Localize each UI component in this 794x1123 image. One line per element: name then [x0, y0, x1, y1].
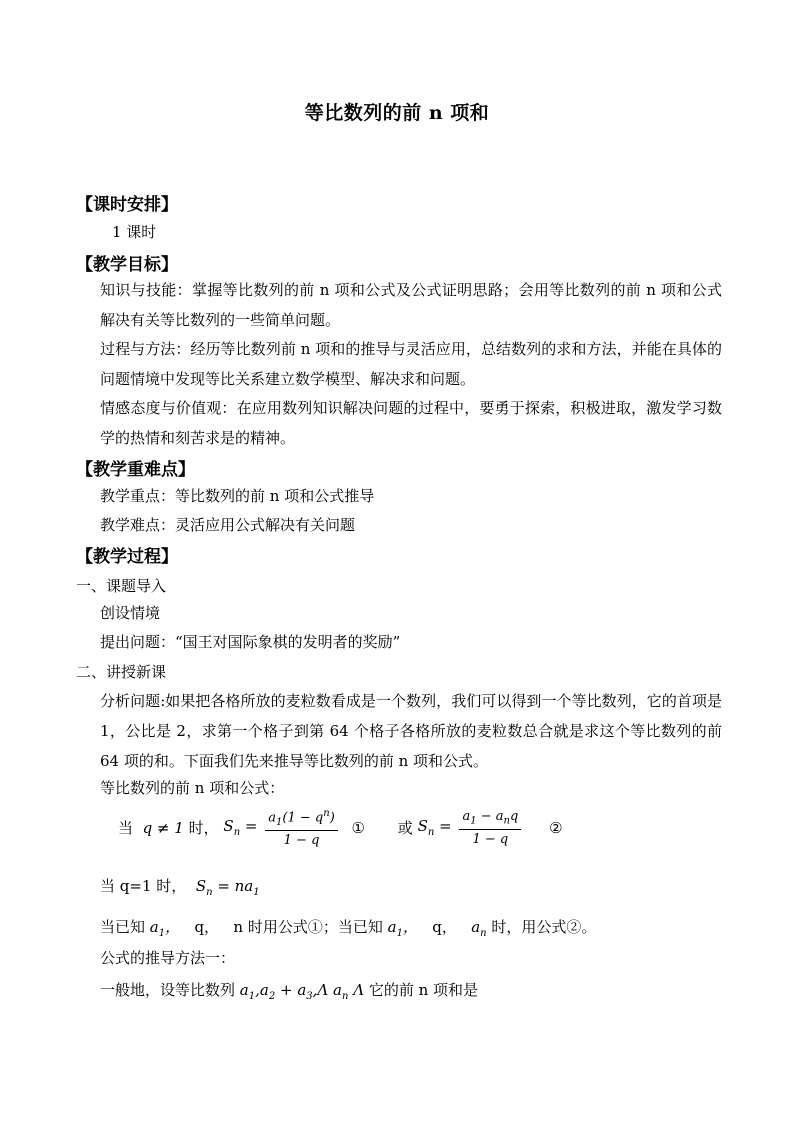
var-an: $a_n$ — [471, 918, 487, 939]
derive-text: 一般地，设等比数列 — [100, 981, 236, 999]
q-equals-one-label: 当 q=1 时， — [100, 877, 187, 895]
var-a1-2: $a_1$， — [387, 918, 418, 939]
usage-line — [100, 917, 596, 944]
part2-title: 二、讲授新课 — [76, 663, 167, 681]
case-label: 当 — [118, 819, 134, 838]
analysis-paragraph: 分析问题:如果把各格所放的麦粒数看成是一个数列，我们可以得到一个等比数列，它的首项是 1，公比是 2，求第一个格子到第 64 个格子各格所放的麦粒数总合就是求这个等比数列的前 64 项的和。下面我们先来推导等比数列的前 n 项和公式。 — [100, 692, 722, 770]
usage-q: q， — [194, 918, 220, 936]
q-not-one: q ≠ 1 — [137, 818, 184, 837]
usage-q-2: q， — [432, 918, 457, 936]
or-label: 或 — [397, 819, 413, 838]
sn-symbol: $S_n$ = — [223, 817, 258, 839]
part1-line1: 创设情境 — [100, 604, 161, 622]
circle-two: ② — [549, 818, 563, 837]
goal-attitude: 情感态度与价值观：在应用数列知识解决问题的过程中，要勇于探索，积极进取，激发学习数学的热情和刻苦求是的精神。 — [100, 399, 722, 447]
derive-line — [100, 980, 478, 1007]
formula-intro: 等比数列的前 n 项和公式： — [100, 779, 285, 797]
sum-formula-row — [118, 808, 563, 848]
derive-tail: 它的前 n 项和是 — [368, 981, 479, 999]
circle-one: ① — [351, 818, 365, 837]
usage-a: 当已知 — [100, 918, 146, 936]
case-tail: 时， — [188, 819, 219, 838]
usage-c: 时，用公式②。 — [491, 918, 597, 936]
goal-process: 过程与方法：经历等比数列前 n 项和的推导与灵活应用，总结数列的求和方法，并能在具体的问题情境中发现等比关系建立数学模型、解决求和问题。 — [100, 340, 722, 388]
page-title: 等比数列的前 n 项和 — [304, 102, 490, 124]
process-heading: 【教学过程】 — [76, 547, 178, 567]
key-heading: 【教学重难点】 — [76, 460, 195, 480]
schedule-heading: 【课时安排】 — [76, 195, 178, 215]
var-a1: $a_1$， — [149, 918, 181, 939]
part1-line2: 提出问题：“国王对国际象棋的发明者的奖励” — [100, 633, 401, 651]
goal-knowledge: 知识与技能：掌握等比数列的前 n 项和公式及公式证明思路；会用等比数列的前 n 项和公式解决有关等比数列的一些简单问题。 — [100, 281, 722, 329]
formula2-fraction: $\frac{a_1 - a_nq}{1 - q}$ — [459, 809, 521, 847]
key-point: 教学重点：等比数列的前 n 项和公式推导 — [100, 487, 375, 505]
schedule-text: 1 课时 — [112, 223, 157, 241]
q-equals-one-line — [100, 876, 260, 903]
difficulty-point: 教学难点：灵活应用公式解决有关问题 — [100, 516, 356, 534]
goals-heading: 【教学目标】 — [76, 255, 178, 275]
part1-title: 一、课题导入 — [76, 577, 167, 595]
sn-symbol-2: $S_n$ = — [417, 817, 452, 839]
usage-b: 时用公式①；当已知 — [247, 918, 383, 936]
usage-n: n — [233, 918, 244, 936]
sn-na1: $S_n = na_1$ — [191, 877, 260, 898]
formula1-fraction: $\frac{a_1(1 - q^n)}{1 - q}$ — [265, 808, 338, 848]
sequence-expression: $a_1,a_2 + a_3,\Lambda$ $a_n$ Λ — [239, 981, 365, 1002]
derive-title: 公式的推导方法一： — [100, 949, 236, 967]
